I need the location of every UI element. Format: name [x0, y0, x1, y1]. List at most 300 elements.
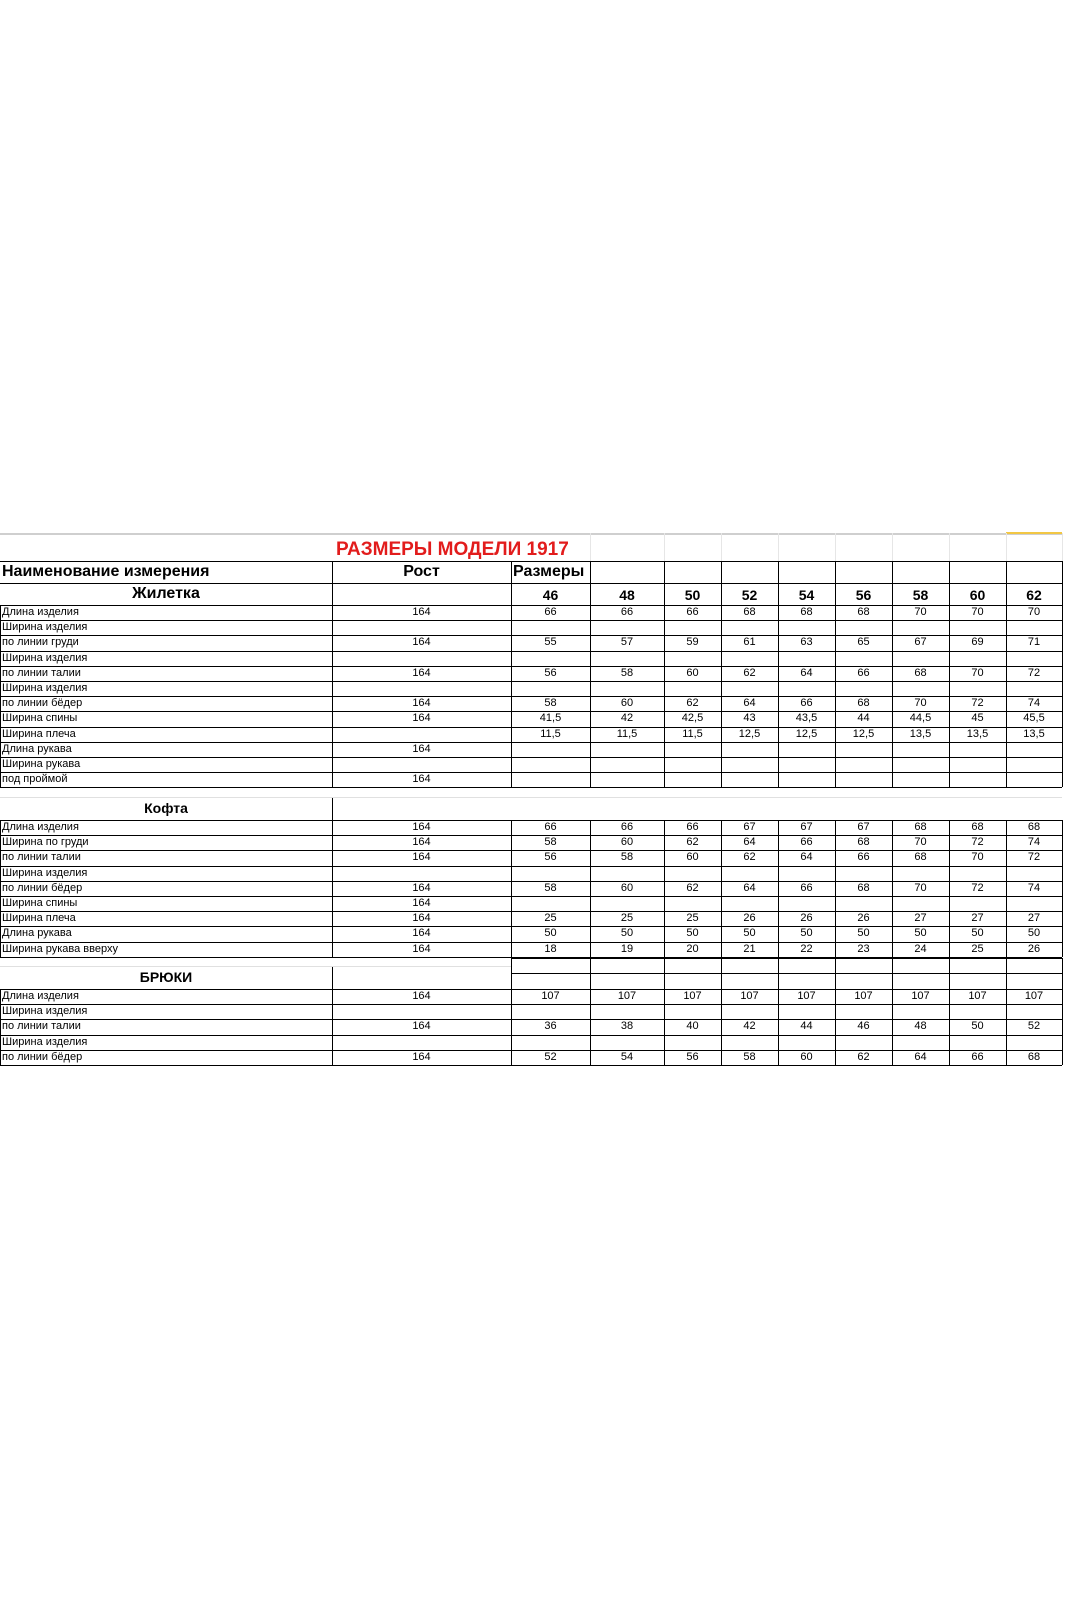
- row-height: [332, 866, 511, 881]
- row-value: 52: [1027, 1020, 1041, 1033]
- row-value: 50: [1027, 927, 1041, 940]
- grid-line-v: [1006, 561, 1007, 605]
- row-value: 26: [1027, 942, 1041, 955]
- row-value: [721, 651, 778, 666]
- row-value: 68: [857, 836, 870, 849]
- row-value: 64: [743, 836, 756, 849]
- section-title-2: БРЮКИ: [139, 969, 193, 985]
- row-value: 42: [620, 712, 634, 725]
- row-height: 164: [412, 821, 431, 834]
- row-value: [778, 896, 835, 911]
- row-value: 65: [857, 636, 870, 649]
- row-value: [511, 620, 590, 635]
- row-value: [778, 620, 835, 635]
- row-label: по линии бёдер: [2, 881, 83, 894]
- row-value: 66: [800, 881, 813, 894]
- row-value: [778, 651, 835, 666]
- grid-line-v: [590, 989, 591, 1065]
- row-value: [511, 896, 590, 911]
- row-value: 50: [800, 927, 813, 940]
- row-value: 64: [743, 881, 756, 894]
- row-value: [721, 757, 778, 772]
- row-value: 56: [544, 666, 557, 679]
- row-value: 67: [800, 821, 813, 834]
- row-value: 74: [1027, 836, 1041, 849]
- row-label: Ширина плеча: [2, 912, 76, 925]
- row-value: [590, 772, 664, 787]
- row-value: [835, 757, 892, 772]
- row-value: 58: [620, 666, 634, 679]
- page-title: РАЗМЕРЫ МОДЕЛИ 1917: [336, 538, 569, 560]
- row-value: [1006, 742, 1062, 757]
- grid-line-v: [892, 989, 893, 1065]
- row-value: [892, 742, 949, 757]
- row-value: [835, 651, 892, 666]
- row-value: [664, 681, 721, 696]
- row-value: 64: [743, 697, 756, 710]
- row-label: Длина изделия: [2, 821, 79, 834]
- row-value: [664, 866, 721, 881]
- row-value: 62: [686, 697, 699, 710]
- row-value: [835, 742, 892, 757]
- row-height: [332, 681, 511, 696]
- row-value: 107: [541, 990, 560, 1003]
- grid-line-v: [1006, 989, 1007, 1065]
- row-value: [590, 1035, 664, 1050]
- row-value: 66: [620, 606, 634, 619]
- row-value: [1006, 866, 1062, 881]
- row-value: 72: [971, 836, 984, 849]
- grid-line-v: [721, 605, 722, 787]
- row-value: 44: [800, 1020, 813, 1033]
- row-value: 55: [544, 636, 557, 649]
- row-value: [511, 757, 590, 772]
- row-value: 60: [620, 881, 634, 894]
- row-label: Длина рукава: [2, 742, 72, 755]
- row-value: 107: [740, 990, 759, 1003]
- row-value: 50: [544, 927, 557, 940]
- row-value: [590, 757, 664, 772]
- row-value: 107: [854, 990, 873, 1003]
- grid-line-v: [1062, 958, 1063, 989]
- row-value: 68: [743, 606, 756, 619]
- row-value: 66: [857, 851, 870, 864]
- row-height: [332, 620, 511, 635]
- row-value: [590, 1004, 664, 1019]
- row-height: [332, 1004, 511, 1019]
- row-value: 71: [1027, 636, 1041, 649]
- grid-line-v: [664, 989, 665, 1065]
- row-value: [835, 896, 892, 911]
- row-value: 66: [971, 1050, 984, 1063]
- row-height: 164: [412, 666, 431, 679]
- row-value: 107: [911, 990, 930, 1003]
- row-height: 164: [412, 881, 431, 894]
- row-label: Ширина плеча: [2, 727, 76, 740]
- row-label: Ширина изделия: [2, 866, 88, 879]
- size-header-60: 60: [969, 586, 986, 603]
- grid-line-v: [511, 605, 512, 787]
- grid-line-v: [332, 561, 333, 605]
- row-value: [664, 620, 721, 635]
- row-value: 107: [797, 990, 816, 1003]
- row-value: 21: [743, 942, 756, 955]
- row-value: 72: [971, 881, 984, 894]
- grid-line-h: [0, 1065, 1062, 1066]
- grid-line-h: [0, 787, 1062, 788]
- row-value: 36: [544, 1020, 557, 1033]
- grid-line-v: [721, 820, 722, 957]
- size-header-58: 58: [912, 586, 929, 603]
- row-height: 164: [412, 636, 431, 649]
- row-value: 70: [914, 606, 927, 619]
- row-value: [778, 1035, 835, 1050]
- row-value: 44,5: [909, 712, 932, 725]
- grid-line-v: [949, 561, 950, 605]
- row-value: [664, 1004, 721, 1019]
- row-value: [949, 866, 1006, 881]
- grid-line-h: [0, 820, 1062, 821]
- grid-line-v: [778, 820, 779, 957]
- row-value: [721, 620, 778, 635]
- row-value: [590, 651, 664, 666]
- grid-line-h: [511, 989, 1062, 990]
- grid-line-v: [664, 820, 665, 957]
- row-value: [892, 651, 949, 666]
- grid-line-v: [835, 989, 836, 1065]
- grid-line-v: [1062, 561, 1063, 605]
- grid-line-v: [511, 989, 512, 1065]
- row-value: 45: [971, 712, 984, 725]
- row-height: 164: [412, 697, 431, 710]
- row-value: 66: [800, 697, 813, 710]
- row-value: 18: [544, 942, 557, 955]
- row-value: 107: [617, 990, 637, 1003]
- row-value: 50: [914, 927, 927, 940]
- row-value: 72: [1027, 666, 1041, 679]
- row-value: 52: [544, 1050, 557, 1063]
- row-value: 43: [743, 712, 756, 725]
- row-value: 54: [620, 1050, 634, 1063]
- row-value: [511, 866, 590, 881]
- row-value: 67: [857, 821, 870, 834]
- row-value: 74: [1027, 881, 1041, 894]
- row-value: 50: [971, 927, 984, 940]
- grid-line-v: [892, 820, 893, 957]
- row-value: [721, 866, 778, 881]
- row-value: [835, 1035, 892, 1050]
- row-label: Ширина изделия: [2, 1035, 88, 1048]
- row-value: 20: [686, 942, 699, 955]
- row-value: 68: [914, 851, 927, 864]
- grid-line-v: [835, 533, 836, 561]
- grid-line-v: [0, 820, 1, 957]
- grid-line-v: [949, 958, 950, 989]
- row-value: 72: [971, 697, 984, 710]
- row-label: Ширина изделия: [2, 621, 88, 634]
- section-title-1: Кофта: [144, 800, 188, 816]
- grid-line-h: [0, 966, 511, 967]
- grid-line-v: [1062, 989, 1063, 1065]
- row-value: 59: [686, 636, 699, 649]
- grid-line-v: [590, 605, 591, 787]
- row-height: 164: [412, 742, 431, 755]
- row-value: 107: [968, 990, 987, 1003]
- grid-line-h: [0, 797, 1062, 798]
- grid-line-v: [332, 989, 333, 1065]
- row-value: 50: [743, 927, 756, 940]
- row-value: 26: [743, 912, 756, 925]
- grid-line-v: [332, 605, 333, 787]
- grid-line-v: [664, 533, 665, 561]
- row-label: Ширина изделия: [2, 651, 88, 664]
- row-height: 164: [412, 942, 431, 955]
- row-value: 60: [686, 851, 699, 864]
- row-value: [835, 866, 892, 881]
- row-value: 26: [800, 912, 813, 925]
- row-value: 50: [686, 927, 699, 940]
- grid-line-v: [1062, 533, 1063, 561]
- row-value: 60: [686, 666, 699, 679]
- row-value: 38: [620, 1020, 634, 1033]
- row-value: 58: [743, 1050, 756, 1063]
- grid-line-v: [664, 561, 665, 605]
- grid-line-v: [0, 605, 1, 787]
- row-value: [949, 681, 1006, 696]
- header-sizes-col: Размеры: [513, 563, 585, 580]
- row-value: 64: [800, 851, 813, 864]
- size-header-54: 54: [798, 586, 815, 603]
- grid-line-v: [892, 561, 893, 605]
- row-value: 41,5: [539, 712, 562, 725]
- row-value: 68: [857, 697, 870, 710]
- row-value: 56: [686, 1050, 699, 1063]
- row-value: 58: [544, 881, 557, 894]
- row-value: 70: [914, 881, 927, 894]
- row-height: [332, 757, 511, 772]
- row-height: 164: [412, 851, 431, 864]
- row-label: по линии талии: [2, 1020, 81, 1033]
- size-header-48: 48: [619, 586, 635, 603]
- row-value: [590, 866, 664, 881]
- size-header-50: 50: [684, 586, 701, 603]
- row-value: 72: [1027, 851, 1041, 864]
- row-value: [835, 1004, 892, 1019]
- row-value: 68: [971, 821, 984, 834]
- row-value: 22: [800, 942, 813, 955]
- grid-line-v: [1006, 605, 1007, 787]
- header-name-col: Наименование измерения: [2, 563, 210, 580]
- grid-line-v: [835, 561, 836, 605]
- row-value: 46: [857, 1020, 870, 1033]
- grid-line-v: [511, 561, 512, 605]
- row-value: 50: [620, 927, 634, 940]
- row-value: [778, 681, 835, 696]
- grid-line-v: [835, 820, 836, 957]
- row-value: [721, 1035, 778, 1050]
- grid-line-v: [949, 533, 950, 561]
- row-value: 66: [800, 836, 813, 849]
- row-value: [664, 896, 721, 911]
- row-label: Ширина рукава вверху: [2, 942, 118, 955]
- row-value: 58: [620, 851, 634, 864]
- grid-line-h: [0, 583, 1062, 584]
- row-value: 40: [686, 1020, 699, 1033]
- row-height: 164: [412, 912, 431, 925]
- row-value: [892, 757, 949, 772]
- row-value: 68: [857, 606, 870, 619]
- row-value: 70: [971, 666, 984, 679]
- row-value: 11,5: [682, 727, 703, 740]
- grid-line-v: [1006, 533, 1007, 561]
- row-value: [892, 772, 949, 787]
- row-value: [590, 742, 664, 757]
- grid-line-v: [590, 820, 591, 957]
- grid-line-v: [0, 989, 1, 1065]
- grid-line-v: [778, 989, 779, 1065]
- row-label: Ширина по груди: [2, 836, 89, 849]
- section-title-vest: Жилетка: [132, 585, 200, 602]
- row-value: 68: [1027, 821, 1041, 834]
- row-value: 26: [857, 912, 870, 925]
- grid-line-v: [949, 820, 950, 957]
- grid-line-v: [332, 797, 333, 820]
- row-value: 62: [686, 881, 699, 894]
- row-value: 25: [971, 942, 984, 955]
- grid-line-v: [892, 605, 893, 787]
- row-value: [835, 620, 892, 635]
- row-value: [1006, 620, 1062, 635]
- row-label: Ширина рукава: [2, 758, 81, 771]
- row-value: 67: [743, 821, 756, 834]
- row-value: 68: [1027, 1050, 1041, 1063]
- grid-line-v: [1006, 820, 1007, 957]
- row-value: [721, 681, 778, 696]
- size-chart-sheet: [0, 533, 1066, 1068]
- row-value: [892, 620, 949, 635]
- row-value: 62: [743, 851, 756, 864]
- grid-line-h: [511, 973, 1062, 974]
- row-value: 107: [1024, 990, 1044, 1003]
- row-label: по линии груди: [2, 636, 79, 649]
- row-value: 24: [914, 942, 927, 955]
- row-value: 11,5: [540, 727, 561, 740]
- row-value: [721, 742, 778, 757]
- row-value: 57: [620, 636, 634, 649]
- row-label: по линии талии: [2, 666, 81, 679]
- grid-line-v: [1062, 820, 1063, 957]
- row-value: [721, 772, 778, 787]
- row-height: 164: [412, 606, 431, 619]
- row-label: по линии бёдер: [2, 1050, 83, 1063]
- row-label: по линии бёдер: [2, 697, 83, 710]
- row-value: 25: [544, 912, 557, 925]
- grid-line-v: [332, 966, 333, 989]
- row-value: [1006, 651, 1062, 666]
- row-value: 62: [743, 666, 756, 679]
- row-value: [835, 681, 892, 696]
- row-value: 107: [683, 990, 702, 1003]
- row-value: [949, 772, 1006, 787]
- grid-line-v: [949, 989, 950, 1065]
- row-height: 164: [412, 990, 431, 1003]
- row-height: 164: [412, 836, 431, 849]
- row-value: 12,5: [738, 727, 761, 740]
- row-value: 12,5: [852, 727, 875, 740]
- row-value: 63: [800, 636, 813, 649]
- row-value: [590, 620, 664, 635]
- row-height: 164: [412, 1020, 431, 1033]
- grid-line-v: [892, 958, 893, 989]
- row-value: [892, 681, 949, 696]
- row-value: 58: [544, 836, 557, 849]
- row-value: 12,5: [795, 727, 818, 740]
- row-value: 66: [620, 821, 634, 834]
- row-value: [778, 742, 835, 757]
- row-value: [949, 651, 1006, 666]
- row-value: 25: [686, 912, 699, 925]
- row-value: 19: [620, 942, 634, 955]
- row-value: [892, 1004, 949, 1019]
- row-value: 50: [857, 927, 870, 940]
- grid-line-v: [721, 958, 722, 989]
- row-value: 11,5: [616, 727, 638, 740]
- row-label: Ширина спины: [2, 712, 78, 725]
- row-value: 13,5: [909, 727, 932, 740]
- row-value: [511, 742, 590, 757]
- row-value: 64: [914, 1050, 927, 1063]
- row-value: [590, 681, 664, 696]
- row-value: 50: [971, 1020, 984, 1033]
- row-value: 27: [914, 912, 927, 925]
- row-value: 56: [544, 851, 557, 864]
- grid-line-v: [721, 989, 722, 1065]
- row-value: [949, 1004, 1006, 1019]
- grid-line-v: [721, 561, 722, 605]
- row-value: [721, 896, 778, 911]
- row-value: 23: [857, 942, 870, 955]
- row-value: [664, 1035, 721, 1050]
- grid-line-v: [511, 958, 512, 989]
- row-value: 68: [914, 821, 927, 834]
- row-value: 67: [914, 636, 927, 649]
- row-value: [1006, 681, 1062, 696]
- row-label: Ширина спины: [2, 897, 78, 910]
- row-height: 164: [412, 927, 431, 940]
- row-value: 66: [686, 821, 699, 834]
- row-value: [835, 772, 892, 787]
- grid-line-v: [590, 561, 591, 605]
- row-value: [664, 651, 721, 666]
- row-value: 66: [857, 666, 870, 679]
- row-value: 43,5: [795, 712, 818, 725]
- grid-line-h: [511, 958, 1062, 959]
- row-value: [664, 757, 721, 772]
- grid-line-v: [1062, 605, 1063, 787]
- grid-line-h: [0, 605, 1062, 606]
- grid-line-v: [949, 605, 950, 787]
- grid-line-v: [778, 561, 779, 605]
- size-header-52: 52: [741, 586, 758, 603]
- row-value: 70: [914, 697, 927, 710]
- row-value: 70: [971, 851, 984, 864]
- row-value: [721, 1004, 778, 1019]
- row-value: 74: [1027, 697, 1041, 710]
- row-label: Длина изделия: [2, 606, 79, 619]
- row-value: [664, 742, 721, 757]
- row-value: [778, 757, 835, 772]
- grid-line-v: [721, 533, 722, 561]
